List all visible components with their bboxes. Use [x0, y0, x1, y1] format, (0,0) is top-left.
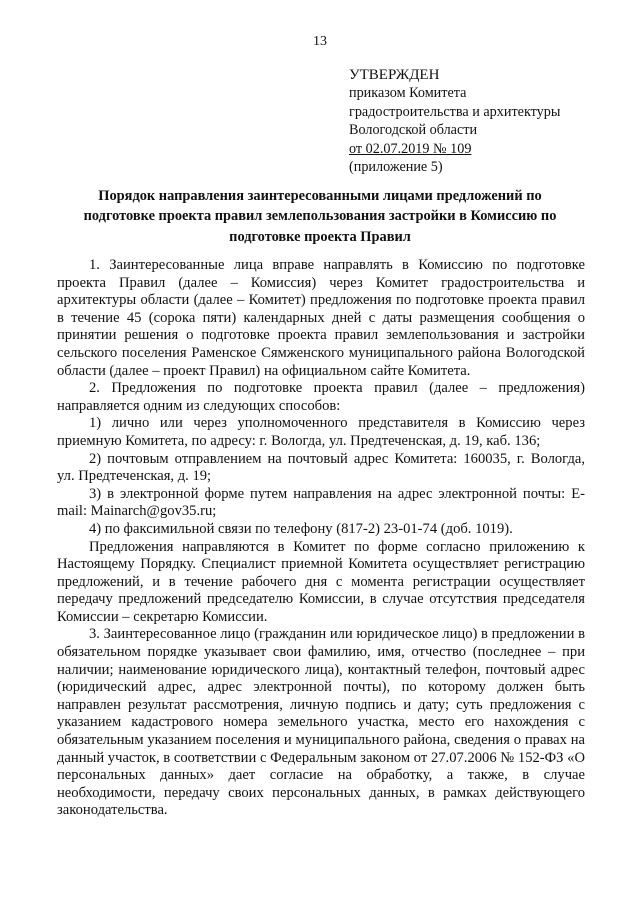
approval-block	[349, 66, 560, 176]
paragraph-2-note: Предложения направляются в Комитет по форме согласно приложению к Настоящему Порядку. Специалист приемной Комитета осуществляет регистрацию предложений, и в течение рабочего дня с момента регистрации осуществляет передачу предложений председателю Комиссии, в случае отсутствия председателя Комиссии – секретарю Комиссии.	[57, 538, 585, 625]
paragraph-3: 3. Заинтересованное лицо (гражданин или юридическое лицо) в предложении в обязательном порядке указывает свои фамилию, имя, отчество (последнее – при наличии; наименование юридического лица), контактный телефон, почтовый адрес (юридический адрес, адрес электронной почты), по которому должен быть направлен результат рассмотрения, личную подпись и дату; суть предложения с указанием кадастрового номера земельного участка, место его нахождения с обязательным указанием поселения и муниципального района, сведения о правах на данный участок, в соответствии с Федеральным законом от 27.07.2006 № 152-ФЗ «О персональных данных» дает согласие на обработку, а также, в случае необходимости, передачу своих персональных данных, в рамках действующего законодательства.	[57, 626, 585, 819]
title-line: подготовке проекта Правил	[229, 228, 411, 245]
document-body	[57, 257, 585, 820]
title-line: Порядок направления заинтересованными лицами предложений по	[98, 188, 542, 204]
paragraph-2-item-2: 2) почтовым отправлением на почтовый адрес Комитета: 160035, г. Вологда, ул. Предтеченская, д. 19;	[57, 450, 585, 485]
approval-line: градостроительства и архитектуры	[349, 103, 561, 120]
approval-heading: УТВЕРЖДЕН	[349, 67, 440, 83]
document-title	[60, 186, 580, 247]
approval-appendix: (приложение 5)	[349, 159, 443, 176]
title-line: подготовке проекта правил землепользования застройки в Комиссию по	[83, 208, 557, 225]
paragraph-2-item-3: 3) в электронной форме путем направления на адрес электронной почты: E-mail: Mainarch@gov35.ru;	[57, 485, 585, 520]
paragraph-2: 2. Предложения по подготовке проекта правил (далее – предложения) направляется одним из следующих способов:	[57, 380, 585, 414]
approval-line: Вологодской области	[349, 122, 478, 139]
approval-order-reference: от 02.07.2019 № 109	[349, 140, 472, 157]
paragraph-2-item-1: 1) лично или через уполномоченного представителя в Комиссию через приемную Комитета, по адресу: г. Вологда, ул. Предтеченская, д. 19, каб. 136;	[57, 415, 585, 449]
approval-line: приказом Комитета	[349, 85, 467, 102]
paragraph-2-item-4: 4) по факсимильной связи по телефону (817-2) 23-01-74 (доб. 1019).	[89, 520, 513, 537]
paragraph-1: 1. Заинтересованные лица вправе направлять в Комиссию по подготовке проекта Правил (далее – Комиссия) через Комитет градостроительства и архитектуры области (далее – Комитет) предложения по подготовке проекта правил в течение 45 (сорока пяти) календарных дней с даты размещения сообщения о принятии решения о подготовке проекта правил землепользования и застройки сельского поселения Раменское Сямженского муниципального района Вологодской области (далее – проект Правил) на официальном сайте Комитета.	[57, 257, 585, 379]
page-number: 13	[313, 34, 327, 49]
